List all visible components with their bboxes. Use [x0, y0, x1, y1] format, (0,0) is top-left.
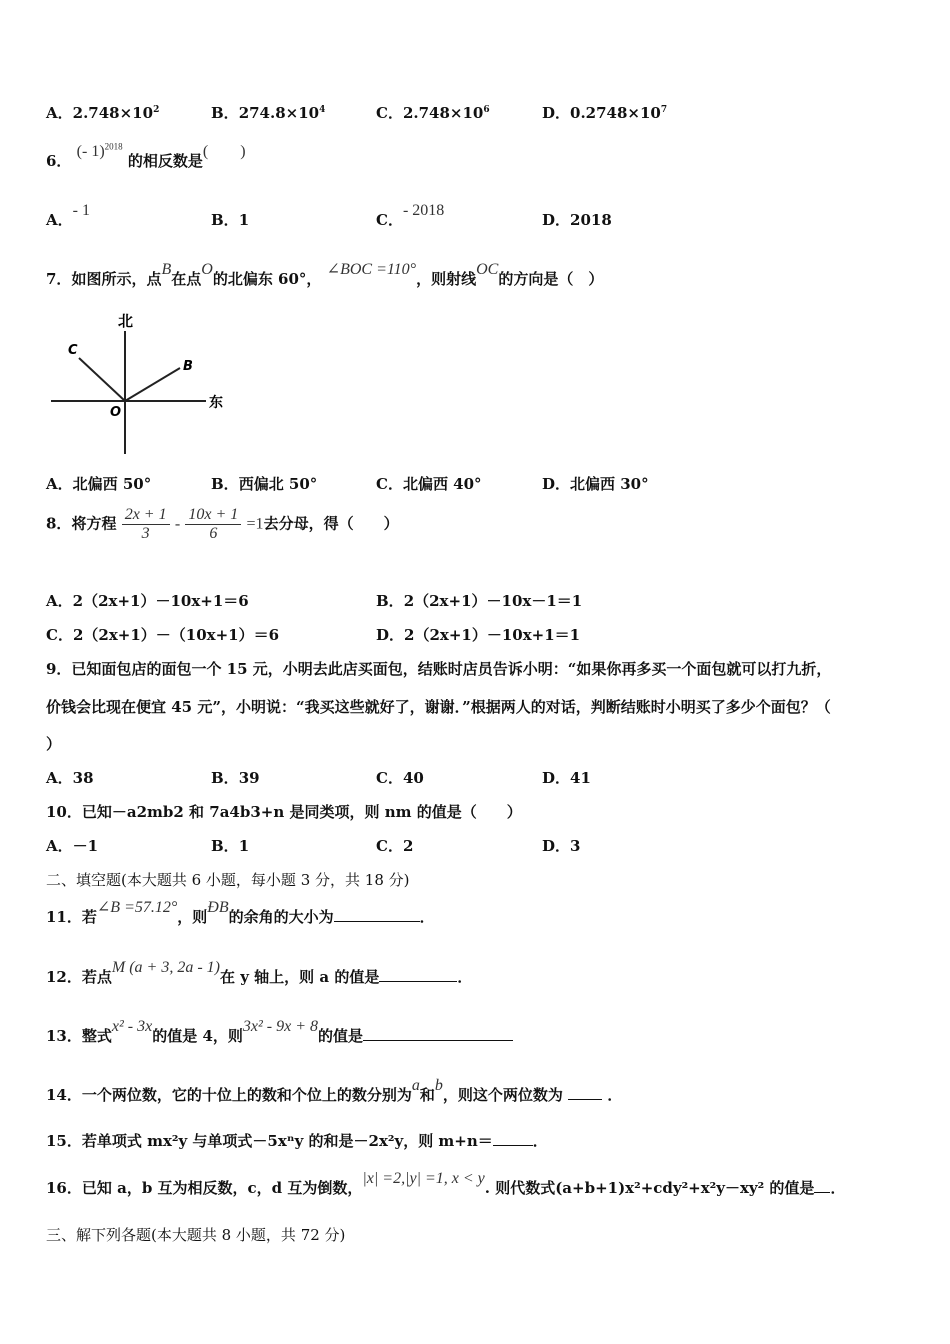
q6-option-b: B．1 [211, 211, 250, 229]
q9-option-b: B．39 [211, 769, 260, 787]
q7-option-d: D．北偏西 30° [542, 475, 649, 493]
question-15: 15．若单项式 mx²y 与单项式－5xⁿy 的和是－2x²y，则 m+n＝ ． [46, 1132, 548, 1150]
question-14: 14．一个两位数，它的十位上的数和个位上的数分别为a和b，则这个两位数为 ． [46, 1077, 623, 1104]
direction-figure [46, 306, 236, 456]
q9-option-a: A．38 [46, 769, 94, 787]
question-6: 6． (- 1)$^{2018}$ 的相反数是( ) [46, 141, 246, 170]
q10-option-a: A．－1 [46, 837, 99, 855]
fraction-1: $\frac{2x + 1}{3}$ [122, 506, 170, 543]
q10-option-d: D．3 [542, 837, 581, 855]
q9-option-d: D．41 [542, 769, 591, 787]
question-7: 7．如图所示，点B在点O的北偏东 60°， ∠BOC =110°，则射线OC的方向是（ ） [46, 261, 604, 288]
fraction-2: $\frac{10x + 1}{6}$ [185, 506, 241, 543]
question-12: 12．若点M (a + 3, 2a - 1)在 y 轴上，则 a 的值是 ． [46, 959, 473, 986]
q5-option-d: D．$0.2748\times 10^7$ [542, 104, 668, 122]
q6-option-a: A．- 1 [46, 202, 90, 229]
question-11: 11．若∠B =57.12°，则ÐB的余角的大小为 ． [46, 899, 435, 926]
label-north: 北 [118, 312, 134, 330]
q8-option-c: C．2（2x+1）－（10x+1）＝6 [46, 626, 280, 644]
q7-option-a: A．北偏西 50° [46, 475, 152, 493]
question-16: 16．已知 a，b 互为相反数，c，d 互为倒数，|x| =2,|y| =1, x < y. 则代数式(a+b+1)x²+cdy²+x²y－xy² 的值是 ． [46, 1170, 846, 1197]
q12-answer-blank [379, 981, 457, 982]
q8-option-a: A．2（2x+1）－10x+1＝6 [46, 592, 249, 610]
ray-ob [125, 368, 180, 401]
q7-option-c: C．北偏西 40° [376, 475, 482, 493]
q10-option-b: B．1 [211, 837, 250, 855]
question-10: 10．已知－a2mb2 和 7a4b3+n 是同类项，则 nm 的值是（ ） [46, 803, 522, 821]
label-o: O [110, 405, 122, 420]
label-east: 东 [209, 395, 223, 411]
q14-answer-blank [568, 1099, 602, 1100]
q16-answer-blank [814, 1192, 830, 1193]
q5-option-b: B．$274.8\times 10^4$ [211, 104, 326, 122]
question-13: 13．整式x² - 3x的值是 4，则3x² - 9x + 8的值是 [46, 1025, 513, 1046]
q6-expression: (- 1)$^{2018}$ [76, 141, 123, 160]
section-2-heading: 二、填空题(本大题共 6 小题，每小题 3 分，共 18 分) [46, 871, 410, 889]
label-b: B [183, 359, 193, 374]
q10-option-c: C．2 [376, 837, 414, 855]
q13-answer-blank [363, 1040, 513, 1041]
q6-option-c: C．- 2018 [376, 202, 445, 229]
q6-option-d: D．2018 [542, 211, 612, 229]
question-8: 8．将方程 $\frac{2x + 1}{3}$ - $\frac{10x + 1}{6}$ =1去分母，得（ ） [46, 506, 399, 542]
q8-option-d: D．2（2x+1）－10x+1＝1 [376, 626, 581, 644]
q11-answer-blank [334, 921, 420, 922]
q8-option-b: B．2（2x+1）－10x－1＝1 [376, 592, 583, 610]
q9-option-c: C．40 [376, 769, 424, 787]
q5-option-c: C．$2.748\times 10^6$ [376, 104, 490, 122]
q7-option-b: B．西偏北 50° [211, 475, 318, 493]
q9-line-1: 9．已知面包店的面包一个 15 元，小明去此店买面包，结账时店员告诉小明：“如果你再多买一个面包就可以打九折， [46, 660, 832, 678]
section-3-heading: 三、解下列各题(本大题共 8 小题，共 72 分) [46, 1226, 346, 1244]
q9-line-3: ） [46, 735, 62, 753]
label-c: C [68, 343, 78, 358]
q9-line-2: 价钱会比现在便宜 45 元”，小明说：“我买这些就好了，谢谢．”根据两人的对话，判断结账时小明买了多少个面包？（ [46, 698, 831, 716]
q5-option-a: A．$2.748\times 10^2$ [46, 104, 160, 122]
ray-oc [79, 358, 125, 401]
q15-answer-blank [493, 1145, 533, 1146]
